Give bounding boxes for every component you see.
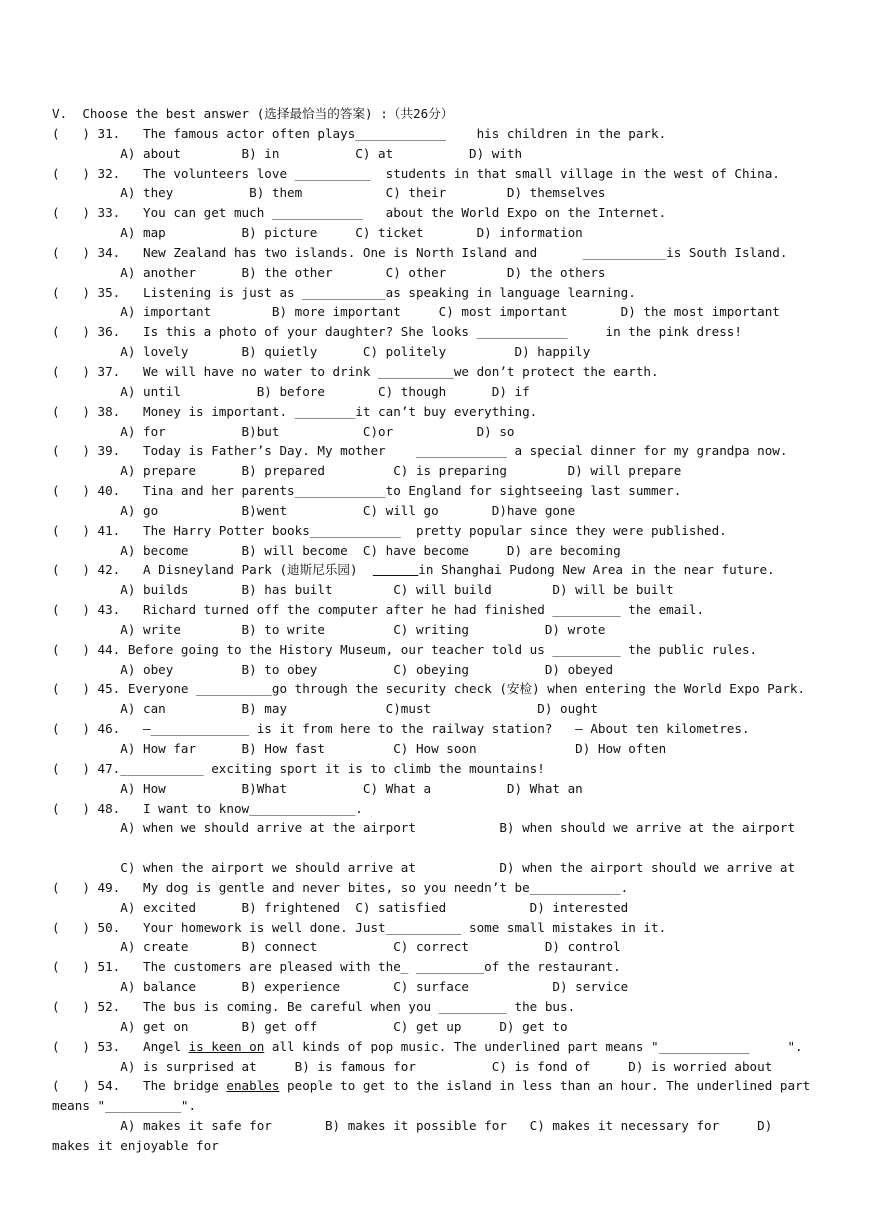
text-line <box>52 422 822 442</box>
text-line <box>52 144 822 164</box>
text-segment: people to get to the island in less than an hour. The underlined part <box>279 1078 811 1094</box>
text-line <box>52 957 822 977</box>
text-segment: ( ) 49. My dog is gentle and never bites, so you needn’t be____________. <box>52 879 629 895</box>
text-line <box>52 977 822 997</box>
text-segment: ( ) 33. You can get much ____________ about the World Expo on the Internet. <box>52 205 667 221</box>
text-segment: ( ) 34. New Zealand has two islands. One is North Island and ___________is South Island. <box>52 244 788 260</box>
text-segment: C) when the airport we should arrive at D) when the airport should we arrive at <box>52 860 796 876</box>
text-segment: ( ) 44. Before going to the History Museum, our teacher told us _________ the public rules. <box>52 641 758 657</box>
text-line <box>52 699 822 719</box>
text-segment: ( ) 40. Tina and her parents____________to England for sightseeing last summer. <box>52 483 682 499</box>
text-line <box>52 1017 822 1037</box>
text-line <box>52 322 822 342</box>
text-segment: A) they B) them C) their D) themselves <box>52 185 606 201</box>
text-segment: A) obey B) to obey C) obeying D) obeyed <box>52 661 614 677</box>
text-line <box>52 203 822 223</box>
text-line <box>52 1136 822 1156</box>
text-segment: ( ) 42. A Disneyland Park (迪斯尼乐园) <box>52 562 373 578</box>
text-segment: A) can B) may C)must D) ought <box>52 701 598 717</box>
text-segment: A) How B)What C) What a D) What an <box>52 780 583 796</box>
text-line <box>52 382 822 402</box>
text-segment: A) prepare B) prepared C) is preparing D) will prepare <box>52 463 682 479</box>
text-segment: ( ) 50. Your homework is well done. Just__________ some small mistakes in it. <box>52 919 667 935</box>
text-line <box>52 660 822 680</box>
question-list <box>52 124 822 1156</box>
text-line <box>52 1037 822 1057</box>
text-segment: A) become B) will become C) have become D) are becoming <box>52 542 621 558</box>
text-line <box>52 402 822 422</box>
text-line <box>52 858 822 878</box>
text-line <box>52 739 822 759</box>
text-segment: A) until B) before C) though D) if <box>52 383 530 399</box>
text-segment: A) map B) picture C) ticket D) information <box>52 225 583 241</box>
text-line <box>52 898 822 918</box>
text-line <box>52 501 822 521</box>
text-segment: A) go B)went C) will go D)have gone <box>52 502 576 518</box>
text-segment: A) get on B) get off C) get up D) get to <box>52 1018 568 1034</box>
section-title: V. Choose the best answer (选择最恰当的答案) :（共26分） <box>52 106 454 121</box>
text-line <box>52 302 822 322</box>
text-line <box>52 580 822 600</box>
text-line <box>52 223 822 243</box>
text-segment: ( ) 39. Today is Father’s Day. My mother ____________ a special dinner for my grandpa now. <box>52 443 788 459</box>
text-line <box>52 759 822 779</box>
text-line <box>52 342 822 362</box>
text-segment: ( ) 36. Is this a photo of your daughter? She looks ____________ in the pink dress! <box>52 324 742 340</box>
text-segment: A) balance B) experience C) surface D) service <box>52 979 629 995</box>
text-line <box>52 1076 822 1096</box>
text-segment: ( ) 35. Listening is just as ___________as speaking in language learning. <box>52 284 636 300</box>
text-segment: ( ) 31. The famous actor often plays____________ his children in the park. <box>52 125 667 141</box>
text-line <box>52 818 822 838</box>
text-line <box>52 997 822 1017</box>
text-segment: A) lovely B) quietly C) politely D) happily <box>52 344 591 360</box>
text-line <box>52 481 822 501</box>
text-segment: A) builds B) has built C) will build D) will be built <box>52 582 674 598</box>
text-line <box>52 620 822 640</box>
text-segment: in Shanghai Pudong New Area in the near future. <box>418 562 775 578</box>
underlined-text: is keen on <box>188 1038 265 1054</box>
underlined-text: enables <box>226 1078 280 1094</box>
text-line <box>52 719 822 739</box>
text-segment: ( ) 53. Angel <box>52 1038 189 1054</box>
exam-section <box>52 104 822 1156</box>
text-line <box>52 1096 822 1116</box>
text-segment: A) another B) the other C) other D) the others <box>52 264 606 280</box>
text-line <box>52 640 822 660</box>
text-line <box>52 164 822 184</box>
text-line <box>52 263 822 283</box>
text-segment: ( ) 52. The bus is coming. Be careful when you _________ the bus. <box>52 998 576 1014</box>
text-segment: ( ) 38. Money is important. ________it can’t buy everything. <box>52 403 538 419</box>
text-segment: ( ) 43. Richard turned off the computer after he had finished _________ the email. <box>52 602 705 618</box>
text-segment: all kinds of pop music. The underlined part means "____________ ". <box>264 1038 803 1054</box>
text-line <box>52 937 822 957</box>
text-segment: ( ) 41. The Harry Potter books____________ pretty popular since they were published. <box>52 522 727 538</box>
text-line <box>52 679 822 699</box>
text-line <box>52 1057 822 1077</box>
text-line <box>52 521 822 541</box>
text-line <box>52 600 822 620</box>
text-line <box>52 183 822 203</box>
text-segment: ( ) 37. We will have no water to drink __________we don’t protect the earth. <box>52 363 659 379</box>
text-line <box>52 441 822 461</box>
text-segment: ( ) 54. The bridge <box>52 1078 227 1094</box>
text-segment: A) is surprised at B) is famous for C) is fond of D) is worried about <box>52 1058 773 1074</box>
text-line <box>52 1116 822 1136</box>
text-segment: makes it enjoyable for <box>52 1137 219 1153</box>
text-segment: A) when we should arrive at the airport B) when should we arrive at the airport <box>52 820 796 836</box>
text-segment: A) How far B) How fast C) How soon D) How often <box>52 741 667 756</box>
text-segment: A) create B) connect C) correct D) control <box>52 939 621 955</box>
text-line <box>52 461 822 481</box>
text-segment: ( ) 45. Everyone __________go through the security check (安检) when entering the World Expo Park. <box>52 681 806 697</box>
text-segment: ( ) 46. —_____________ is it from here to the railway station? — About ten kilometres. <box>52 721 750 737</box>
text-segment: ( ) 32. The volunteers love __________ students in that small village in the west of China. <box>52 165 780 181</box>
text-segment: ( ) 48. I want to know______________. <box>52 800 363 816</box>
text-line <box>52 799 822 819</box>
text-line <box>52 124 822 144</box>
text-segment: ( ) 47.___________ exciting sport it is to climb the mountains! <box>52 760 545 776</box>
text-line <box>52 243 822 263</box>
text-segment: means "__________". <box>52 1098 197 1114</box>
text-segment: ( ) 51. The customers are pleased with the_ _________of the restaurant. <box>52 959 621 975</box>
text-segment: A) about B) in C) at D) with <box>52 145 523 161</box>
text-segment: A) excited B) frightened C) satisfied D) interested <box>52 899 629 915</box>
text-line <box>52 878 822 898</box>
text-line <box>52 541 822 561</box>
text-segment: A) important B) more important C) most important D) the most important <box>52 304 780 320</box>
text-line <box>52 779 822 799</box>
text-segment: A) for B)but C)or D) so <box>52 423 515 439</box>
text-line <box>52 283 822 303</box>
text-line <box>52 560 822 580</box>
text-line <box>52 362 822 382</box>
text-segment: A) makes it safe for B) makes it possible for C) makes it necessary for D) <box>52 1118 773 1134</box>
underlined-text <box>373 562 419 577</box>
text-line <box>52 918 822 938</box>
text-segment: A) write B) to write C) writing D) wrote <box>52 621 606 637</box>
text-line <box>52 838 822 858</box>
